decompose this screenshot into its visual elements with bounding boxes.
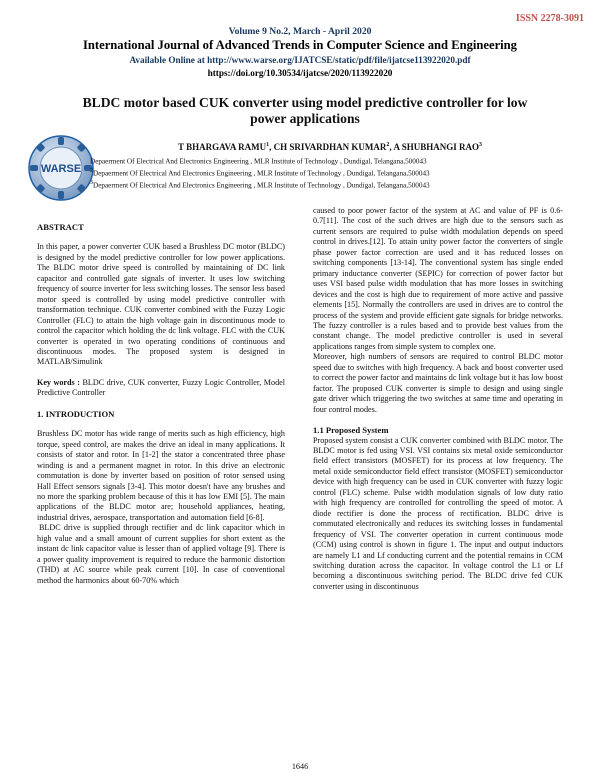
logo-text: WARSE [40,163,82,175]
journal-title: International Journal of Advanced Trends in Computer Science and Engineering [83,38,517,52]
intro-paragraph-1: Brushless DC motor has wide range of merits such as high efficiency, high torque, speed control, are makes the drive an ideal in many applications. It consists of stator and rotor. In [1-2] the stator a concentrated three phase winding is and a permanent magnet in rotor. In this drive an electronic commutation is done by inverter based on position of rotor sensed using Hall Effect sensors signals [3-4]. This motor doesn't have any brushes and no more the sparking problem because of this it has low EMI [5]. The main applications of the BLDC motor are; household appliances, heating, industrial drives, aerospace, transportation and automation field [6-8]. [37,429,285,522]
doi-link[interactable]: https://doi.org/10.30534/ijatcse/2020/113922020 [207,68,393,78]
author-list: T BHARGAVA RAMU$^1$, CH SRIVARDHAN KUMAR$^2$, A SHUBHANGI RAO$^3$ [178,142,482,152]
author-name: A SHUBHANGI RAO [393,142,479,152]
keywords [37,378,285,399]
online-url[interactable]: Available Online at http://www.warse.org/IJATCSE/static/pdf/file/ijatcse113922020.pdf [129,55,471,65]
affiliation-1: Depaerment Of Electrical And Electronics Engineering , MLR Institute of Technology , Dundigal, Telangana,500043 [90,157,427,166]
page-number: 1646 [291,762,309,771]
paper-title: BLDC motor based CUK converter using model predictive controller for low power applications [82,95,528,126]
keywords-text: BLDC drive, CUK converter, Fuzzy Logic Controller, Model Predictive Controller [37,377,286,398]
abstract-heading: ABSTRACT [37,222,84,232]
issn-label: ISSN 2278-3091 [515,13,584,24]
intro-paragraph-4: Moreover, high numbers of sensors are required to control BLDC motor speed due to switches with high frequency. A back and boost converter used to correct the power factor and maintains dc link voltage but it has low boost factor. The proposed CUK converter is simple to design and using single gate driver which triggering the two switches at same time and operating in four control modes. [313,352,563,414]
warse-logo-icon [27,134,95,202]
intro-paragraph-2: BLDC drive is supplied through rectifier and dc link capacitor which in high value and a small amount of current supplies for short extent as the instant dc link capacitor value is lesser than of applied voltage [9]. There is a power quality improvement is required to reduce the harmonic distortion (THD) at AC source while peak current [10]. In case of conventional method the harmonics about 60-70% which [37,523,285,585]
left-column [37,222,285,586]
right-column [313,206,563,592]
volume-issue: Volume 9 No.2, March - April 2020 [228,26,372,37]
introduction-heading: 1. INTRODUCTION [37,408,115,419]
author-name: T BHARGAVA RAMU [178,142,267,152]
affiliation-3: $^3$Depaerment Of Electrical And Electronics Engineering , MLR Institute of Technology , Dundigal, Telangana,500043 [90,180,430,190]
proposed-system-heading: 1.1 Proposed System [313,425,389,436]
keywords-label: Key words : [37,377,80,387]
abstract-text: In this paper, a power converter CUK based a Brushless DC motor (BLDC) is designed by the model predictive controller for low power applications. The BLDC motor drive speed is controlled by maintaining of DC link capacitor and controlled gate signals of inverter. It uses low switching frequency of source inverter for less switching losses. The sensor less based motor speed is controlled by using model predictive controller with transformation technique. CUK converter combined with the Fuzzy Logic Controller (FLC) to attain the high voltage gain in discontinuous mode to control the capacitor which holding the dc link voltage. FLC with the CUK converter is operated in two operating conditions of continuous and discontinuous modes. The proposed system is designed in MATLAB/Simulink [37,242,285,367]
author-name: CH SRIVARDHAN KUMAR [273,142,387,152]
intro-paragraph-3: caused to poor power factor of the system at AC and value of PF is 0.6-0.7[11]. The cost of the such drives are high due to the sensors such as current sensors are required to pulse width modulation depends on speed control in drives.[12]. To attain unity power factor the converters of single phase power factor correction are used and it has reduced losses on switching components [13-14]. The conventional system has single ended primary inductance converter (SEPIC) for correction of power factor but uses VSI based pulse width modulation that has more losses in switching devices and the cost is high due to requirement of more active and passive elements [15]. Normally the controllers are used in drives are to control the process of the system and provide efficient gate signals for bridge networks. The fuzzy controller is a rules based and to provide best values from the constant change. The model predictive controller is used in several applications ranges from simple system to complex one. [313,206,563,351]
proposed-system-text: Proposed system consist a CUK converter combined with BLDC motor. The BLDC motor is fed using VSI. VSI contains six metal oxide semiconductor field effect transistors (MOSFET) for its process at low frequency. The metal oxide semiconductor field effect transistor (MOSFET) semiconductor device with high frequency can be used in CUK converter with fuzzy logic control (FLC) scheme. Pulse width modulation signals of low duty ratio with high frequency are controlled for controlling the speed of motor. A diode rectifier is done the process of rectification. BLDC drive is commutated electronically and reduces its switching losses in fundamental frequency of VSI. The converter operation in current continuous mode (CCM) using control is shown in figure 1. The input and output inductors are namely L1 and Lf conducting current and the potential remains in CCM switching duration across the capacitor. In voltage control the L1 or Lf becoming a discontinuous switching period. The BLDC drive fed CUK converter using in discontinuous [313,435,563,591]
affiliation-2: $^2$Depaerment Of Electrical And Electronics Engineering , MLR Institute of Technology , Dundigal, Telangana,500043 [90,168,430,178]
